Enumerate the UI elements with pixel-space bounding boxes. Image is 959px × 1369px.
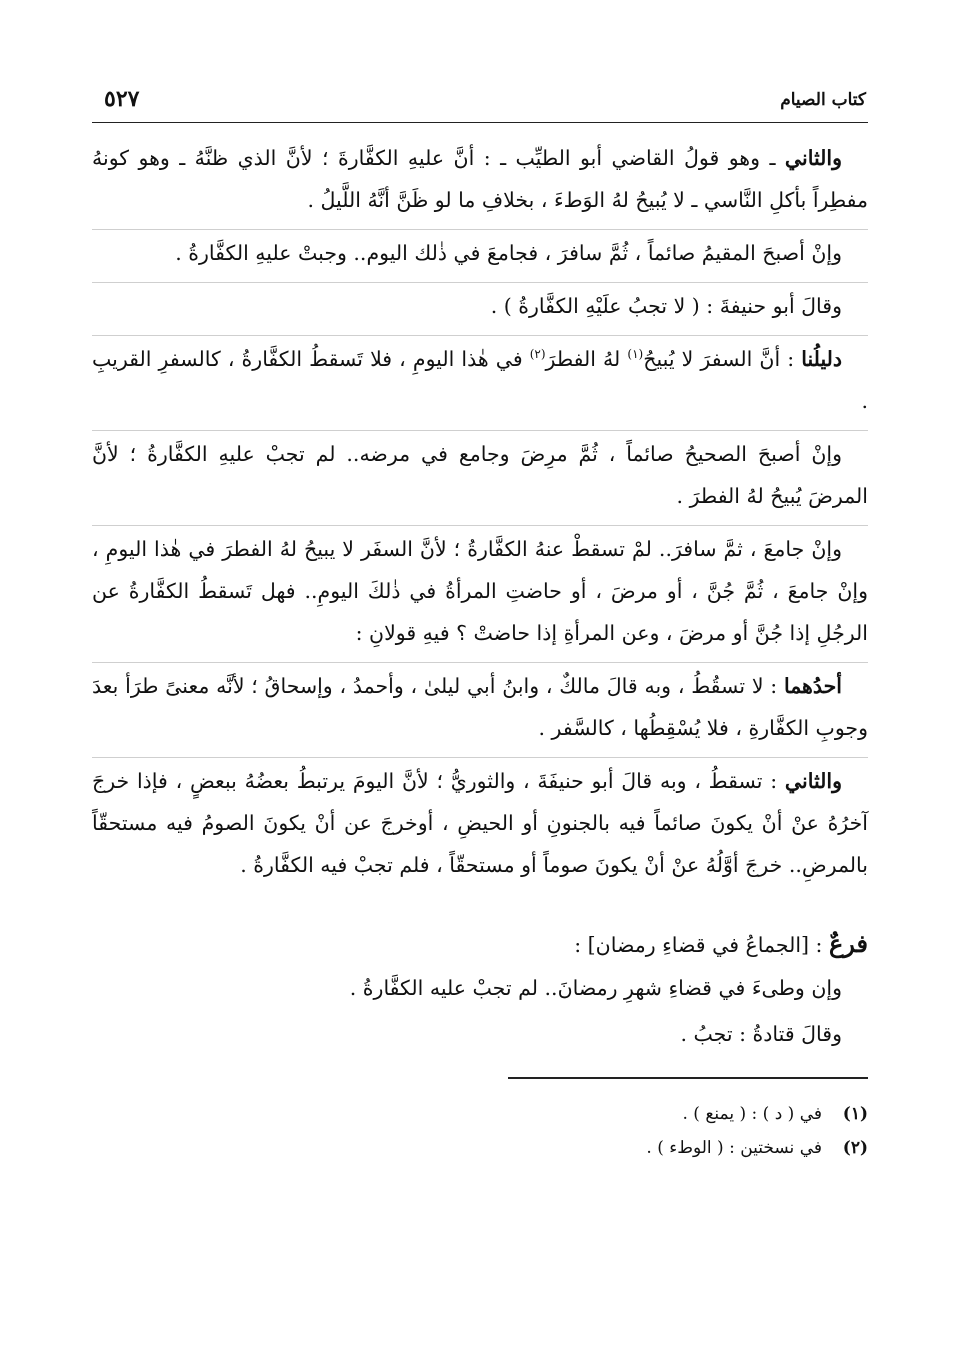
paragraph-text: : تسقطُ ، وبه قالَ أبو حنيفَةَ ، والثوريُّ ؛ لأنَّ اليومَ يرتبطُ بعضُهُ ببعضٍ ، فإذا خرجَ آخرُهُ عنْ أنْ يكونَ صائماً فيه بالجنونِ أو الحيضِ ، أوخرجَ عن أنْ يكونَ الصومُ فيه مستحقّاً بالمرضِ.. خرجَ أوَّلُهُ عنْ أنْ يكونَ صوماً أو مستحقّاً ، فلم تجبْ فيه الكفَّارةُ . xyxy=(92,769,868,877)
paragraph-text: ـ وهو قولُ القاضي أبو الطيِّب ـ : أنَّ عليهِ الكفَّارةَ ؛ لأنَّ الذي ظنَّهُ ـ وهو كونهُ مفطِراً بأكلِ النَّاسي ـ لا يُبيحُ لهُ الوَطءَ ، بخلافِ ما لو ظَنَّ أنَّهُ اللَّيلُ . xyxy=(92,146,868,212)
branch-label: فرعٌ xyxy=(828,929,868,958)
branch-line-text: وقالَ قتادةُ : تجبُ . xyxy=(680,1022,842,1046)
paragraph-text: في هٰذا اليومِ ، فلا تَسقطُ الكفَّارةُ ، كالسفرِ القريبِ . xyxy=(92,347,868,413)
paragraph xyxy=(92,137,868,221)
page-number: ٥٢٧ xyxy=(104,86,140,112)
footnote-ref-1[interactable]: (١) xyxy=(627,347,644,362)
branch-line xyxy=(92,967,868,1009)
branch-line-text: وإن وطىءَ في قضاءِ شهرِ رمضانَ.. لم تجبْ عليه الكفَّارةُ . xyxy=(349,976,842,1000)
paragraph-text: وقالَ أبو حنيفةَ : ( لا تجبُ علَيْهِ الكفَّارةُ ) . xyxy=(490,294,842,318)
paragraph-text: : لا تسقُطُ ، وبه قالَ مالكٌ ، وابنُ أبي ليلىٰ ، وأحمدُ ، وإسحاقُ ؛ لأنَّه معنىً طرَأ بعدَ وجوبِ الكفَّارةِ ، فلا يُسْقِطُها ، كالسَّفر . xyxy=(92,674,868,740)
paragraph-text: وإنْ جامعَ ، ثمَّ سافرَ.. لمْ تسقطْ عنهُ الكفَّارةُ ؛ لأنَّ السفَر لا يبيحُ لهُ الفطرَ في هٰذا اليومِ ، وإنْ جامعَ ، ثُمَّ جُنَّ ، أو مرضَ ، أو حاضتِ المرأةُ في ذٰلكَ اليومِ.. فهل تَسقطُ الكفَّارةُ عن الرجُلِ إذا جُنَّ أو مرضَ ، وعن المرأةِ إذا حاضتْ ؟ فيهِ قولانِ : xyxy=(92,537,868,645)
book-title: كتاب الصيام xyxy=(780,90,866,110)
paragraph xyxy=(92,757,868,886)
footnote xyxy=(92,1097,868,1131)
footnote-text: في ( د ) : ( يمنع ) . xyxy=(682,1104,822,1124)
book-page xyxy=(92,84,868,1334)
paragraph xyxy=(92,525,868,654)
footnotes xyxy=(92,1097,868,1165)
paragraph-text: وإنْ أصبحَ المقيمُ صائماً ، ثُمَّ سافرَ ، فجامعَ في ذٰلك اليوم.. وجبتْ عليهِ الكفَّارةُ . xyxy=(175,241,842,265)
paragraph-lead: والثاني xyxy=(784,769,842,793)
paragraph xyxy=(92,229,868,274)
footnote-text: في نسختين : ( الوطء ) . xyxy=(646,1138,822,1158)
paragraph-lead: دليلُنا xyxy=(801,347,842,371)
main-text xyxy=(92,137,868,1055)
branch-line xyxy=(92,1013,868,1055)
paragraph-text: لهُ الفطرَ xyxy=(545,347,628,371)
running-header xyxy=(92,84,868,123)
paragraph xyxy=(92,430,868,517)
footnote-number: (١) xyxy=(842,1104,868,1124)
footnote-divider xyxy=(508,1077,868,1079)
paragraph-text: : أنَّ السفرَ لا يُبيحُ xyxy=(643,347,802,371)
paragraph xyxy=(92,662,868,749)
branch-heading xyxy=(92,922,868,967)
footnote xyxy=(92,1131,868,1165)
section-gap xyxy=(92,894,868,922)
paragraph-text: وإنْ أصبحَ الصحيحُ صائماً ، ثُمَّ مرِضَ وجامع في مرضه.. لم تجبْ عليهِ الكفَّارةُ ؛ لأنَّ المرضَ يُبيحُ لهُ الفطرَ . xyxy=(92,442,868,508)
footnote-number: (٢) xyxy=(842,1138,868,1158)
footnote-ref-2[interactable]: (٢) xyxy=(529,347,546,362)
paragraph xyxy=(92,282,868,327)
branch-title: : [الجماعُ في قضاءِ رمضان] : xyxy=(574,933,829,957)
paragraph-lead: والثاني xyxy=(784,146,842,170)
paragraph-lead: أحدُهما xyxy=(783,674,842,698)
paragraph xyxy=(92,335,868,422)
